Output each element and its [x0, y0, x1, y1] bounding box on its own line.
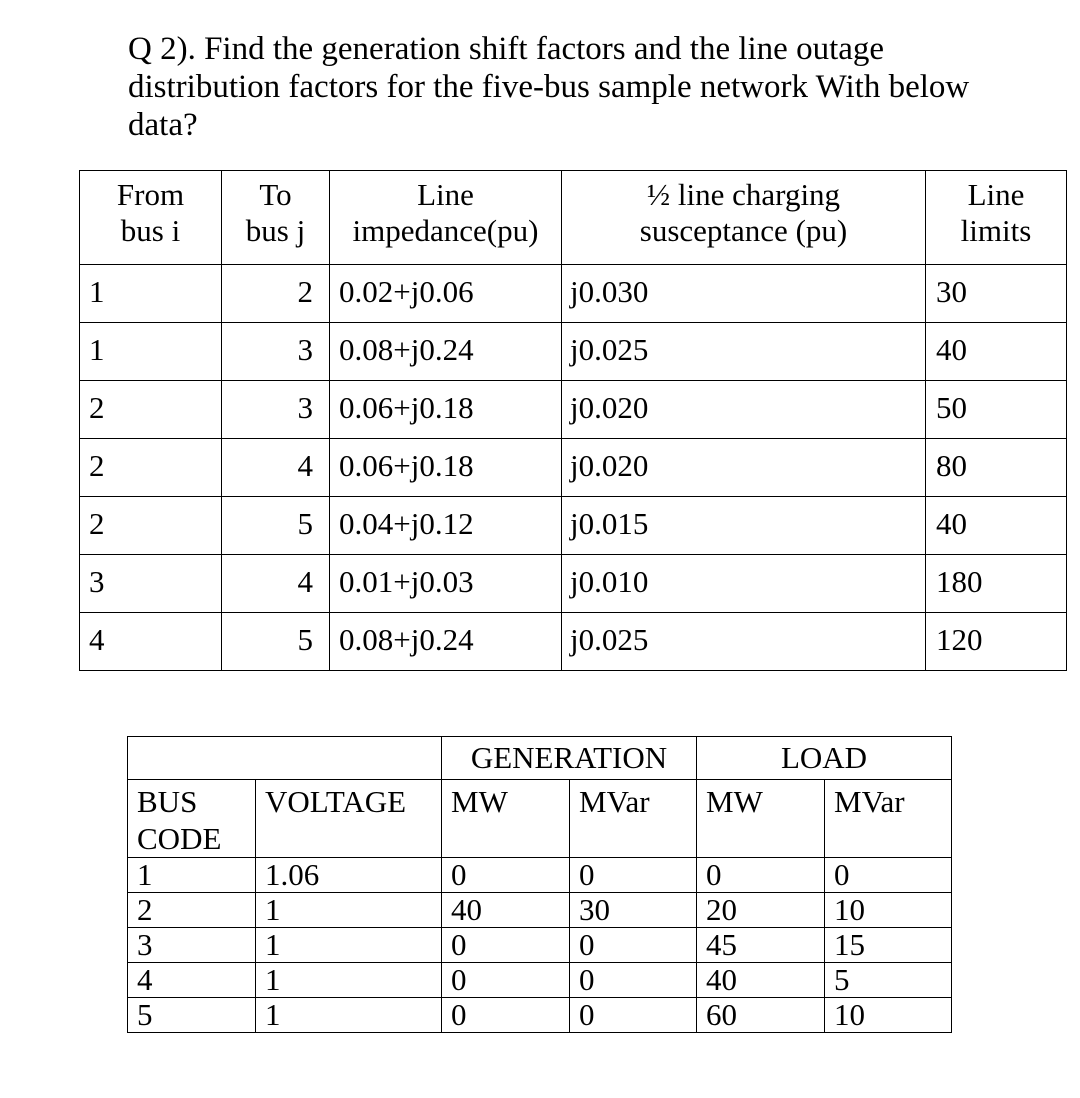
cell-impedance: 0.08+j0.24: [330, 323, 562, 381]
cell-impedance: 0.01+j0.03: [330, 555, 562, 613]
header-gen-mw: MW: [442, 780, 570, 858]
cell-susceptance: j0.030: [562, 265, 926, 323]
cell-gen-mw: 40: [442, 893, 570, 928]
cell-gen-mvar: 30: [570, 893, 697, 928]
header-from-bus: From bus i: [80, 171, 222, 265]
table-row: [80, 497, 1067, 555]
cell-limit: 180: [926, 555, 1067, 613]
empty-header-cell: [128, 737, 442, 780]
cell-to: 5: [222, 497, 330, 555]
cell-susceptance: j0.020: [562, 381, 926, 439]
header-load-mw: MW: [697, 780, 825, 858]
cell-load-mvar: 5: [825, 963, 952, 998]
cell-gen-mvar: 0: [570, 998, 697, 1033]
header-bus-code: BUS CODE: [128, 780, 256, 858]
cell-from: 2: [80, 381, 222, 439]
cell-impedance: 0.06+j0.18: [330, 439, 562, 497]
cell-from: 2: [80, 439, 222, 497]
cell-impedance: 0.04+j0.12: [330, 497, 562, 555]
cell-limit: 50: [926, 381, 1067, 439]
header-load: LOAD: [697, 737, 952, 780]
cell-from: 1: [80, 265, 222, 323]
cell-susceptance: j0.025: [562, 613, 926, 671]
table-row: [80, 265, 1067, 323]
question-text: Q 2). Find the generation shift factors and the line outage distribution factors for the five-bus sample network With below data?: [128, 31, 970, 143]
header-line-limits: Line limits: [926, 171, 1067, 265]
cell-from: 1: [80, 323, 222, 381]
table-row: [80, 323, 1067, 381]
cell-voltage: 1: [256, 998, 442, 1033]
table-row: [128, 928, 952, 963]
header-to-bus: To bus j: [222, 171, 330, 265]
cell-gen-mw: 0: [442, 858, 570, 893]
cell-from: 4: [80, 613, 222, 671]
bus-table-header-row: [128, 780, 952, 858]
table-row: [80, 613, 1067, 671]
cell-impedance: 0.02+j0.06: [330, 265, 562, 323]
cell-limit: 40: [926, 323, 1067, 381]
line-table-header-row: [80, 171, 1067, 265]
cell-load-mw: 60: [697, 998, 825, 1033]
header-generation: GENERATION: [442, 737, 697, 780]
table-row: [80, 381, 1067, 439]
cell-gen-mvar: 0: [570, 858, 697, 893]
cell-impedance: 0.08+j0.24: [330, 613, 562, 671]
table-row: [128, 998, 952, 1033]
cell-susceptance: j0.015: [562, 497, 926, 555]
cell-to: 5: [222, 613, 330, 671]
cell-bus: 2: [128, 893, 256, 928]
table-row: [128, 858, 952, 893]
bus-data-table: [127, 736, 952, 1033]
cell-load-mvar: 0: [825, 858, 952, 893]
cell-susceptance: j0.010: [562, 555, 926, 613]
table-row: [80, 439, 1067, 497]
cell-to: 3: [222, 381, 330, 439]
cell-gen-mvar: 0: [570, 963, 697, 998]
cell-limit: 30: [926, 265, 1067, 323]
bus-table-group-header-row: [128, 737, 952, 780]
cell-load-mw: 0: [697, 858, 825, 893]
cell-to: 4: [222, 555, 330, 613]
header-gen-mvar: MVar: [570, 780, 697, 858]
cell-voltage: 1: [256, 928, 442, 963]
cell-load-mw: 45: [697, 928, 825, 963]
header-line-impedance: Line impedance(pu): [330, 171, 562, 265]
cell-load-mvar: 10: [825, 998, 952, 1033]
cell-bus: 1: [128, 858, 256, 893]
cell-load-mvar: 15: [825, 928, 952, 963]
cell-voltage: 1: [256, 893, 442, 928]
cell-bus: 5: [128, 998, 256, 1033]
cell-susceptance: j0.020: [562, 439, 926, 497]
cell-to: 3: [222, 323, 330, 381]
header-voltage: VOLTAGE: [256, 780, 442, 858]
cell-voltage: 1: [256, 963, 442, 998]
cell-from: 3: [80, 555, 222, 613]
cell-gen-mw: 0: [442, 963, 570, 998]
table-row: [80, 555, 1067, 613]
cell-bus: 3: [128, 928, 256, 963]
cell-gen-mvar: 0: [570, 928, 697, 963]
cell-from: 2: [80, 497, 222, 555]
cell-voltage: 1.06: [256, 858, 442, 893]
cell-limit: 40: [926, 497, 1067, 555]
cell-load-mw: 40: [697, 963, 825, 998]
cell-limit: 80: [926, 439, 1067, 497]
cell-gen-mw: 0: [442, 998, 570, 1033]
header-load-mvar: MVar: [825, 780, 952, 858]
table-row: [128, 893, 952, 928]
cell-to: 2: [222, 265, 330, 323]
cell-susceptance: j0.025: [562, 323, 926, 381]
header-line-charging: ½ line charging susceptance (pu): [562, 171, 926, 265]
cell-impedance: 0.06+j0.18: [330, 381, 562, 439]
cell-load-mw: 20: [697, 893, 825, 928]
cell-load-mvar: 10: [825, 893, 952, 928]
line-data-table: [79, 170, 1067, 671]
table-row: [128, 963, 952, 998]
cell-gen-mw: 0: [442, 928, 570, 963]
cell-bus: 4: [128, 963, 256, 998]
cell-to: 4: [222, 439, 330, 497]
cell-limit: 120: [926, 613, 1067, 671]
